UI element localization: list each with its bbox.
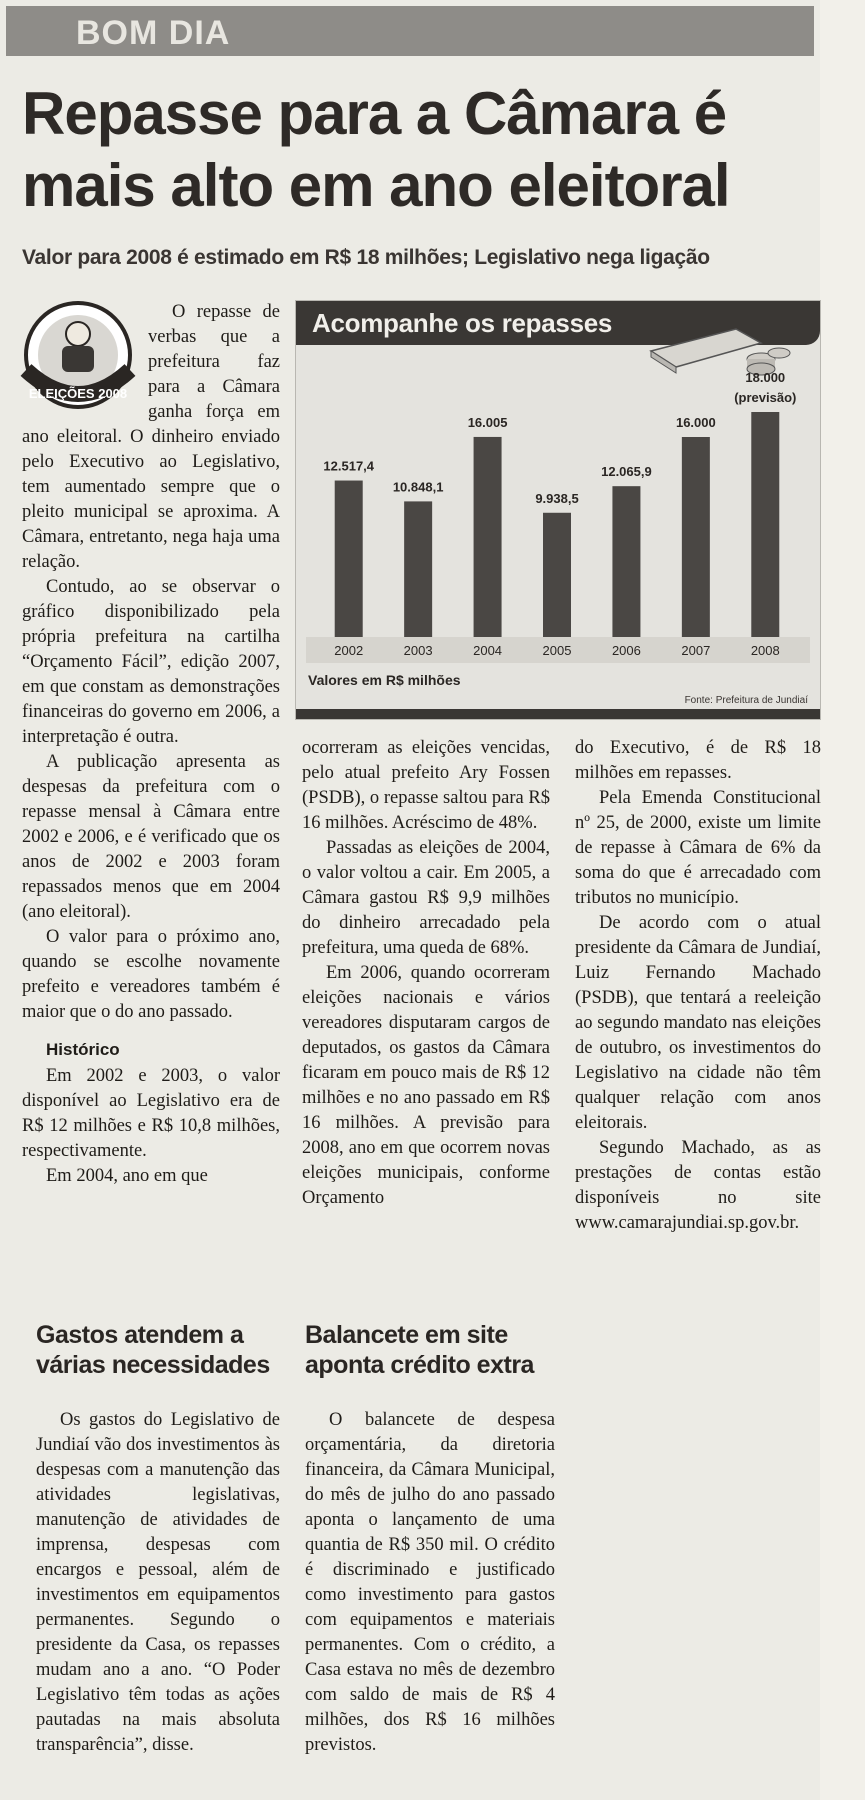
chart-footer [296,709,820,719]
chart-bar [751,412,779,637]
subhead: Valor para 2008 é estimado em R$ 18 milhões; Legislativo nega ligação [22,246,710,269]
x-tick-label: 2003 [403,643,433,658]
data-label: 16.005 [467,414,508,430]
data-label: 16.000 [675,415,716,430]
data-label: 9.938,5 [535,490,579,506]
chart-bar [612,486,640,637]
x-tick-label: 2008 [750,643,780,658]
chart-bar [543,513,571,637]
subheading-historico: Histórico [46,1040,120,1059]
chart-bar [474,437,502,637]
chart-bar [682,437,710,637]
box-title-gastos: Gastos atendem a várias necessidades [36,1321,270,1379]
paragraph: Em 2004, ano em que [46,1166,208,1186]
paragraph: Em 2002 e 2003, o valor disponível ao Legislativo era de R$ 12 milhões e R$ 10,8 milhões, respectivamente. [22,1066,280,1161]
chart-plot [296,301,820,719]
x-tick-label: 2006 [611,643,641,658]
x-tick-label: 2004 [473,643,503,658]
section-label: BOM DIA [76,14,231,52]
data-label: 10.848,1 [392,479,444,495]
paragraph: Em 2006, quando ocorreram eleições nacionais e vários vereadores disputaram cargos de deputados, os gastos da Câmara ficaram em pouco mais de R$ 12 milhões e no ano passado em R$ 16 milhões. A previsão para 2008, ano em que ocorrem novas eleições municipais, conforme Orçamento [302,963,550,1208]
paragraph: Contudo, ao se observar o gráfico disponibilizado pela própria prefeitura na cartilha “Orçamento Fácil”, edição 2007, em que constam as demonstrações financeiras do governo em 2006, a interpretação é outra. [22,577,280,747]
x-tick-label: 2002 [334,643,364,658]
paragraph: A publicação apresenta as despesas da prefeitura com o repasse mensal à Câmara entre 2002 e 2006, e é verificado que os anos de 2002 e 2003 foram repassados menos que em 2004 (ano eleitoral). [22,752,280,922]
chart-bar [335,481,363,637]
article-column-2 [302,736,550,1211]
y-axis-label: Valores em R$ milhões [308,672,461,688]
paragraph: Segundo Machado, as as prestações de contas estão disponíveis no site www.camarajundiai.sp.gov.br. [575,1138,821,1233]
paragraph: do Executivo, é de R$ 18 milhões em repasses. [575,738,821,783]
paragraph: O valor para o próximo ano, quando se escolhe novamente prefeito e vereadores também é maior que o do ano passado. [22,927,280,1022]
seal-text: ELEIÇÕES 2008 [28,386,128,401]
paragraph: O balancete de despesa orçamentária, da diretoria financeira, da Câmara Municipal, do mês de julho do ano passado aponta o lançamento de uma quantia de R$ 350 mil. O crédito é discriminado e justificado como investimento para gastos com equipamentos e materiais permanentes. Com o crédito, a Casa estava no mês de dezembro com saldo de mais de R$ 4 milhões, dos R$ 16 milhões previstos. [305,1410,555,1755]
section-bar [6,6,814,56]
paragraph: Passadas as eleições de 2004, o valor voltou a cair. Em 2005, a Câmara gastou R$ 9,9 milhões do dinheiro arrecadado pela prefeitura, uma queda de 68%. [302,838,550,958]
chart-source: Fonte: Prefeitura de Jundiaí [684,695,808,706]
data-label: 18.000 [745,370,786,385]
chart-title: Acompanhe os repasses [312,308,613,338]
data-label-note: (previsão) [734,390,797,405]
elections-seal-logo [18,300,142,410]
box-text-balancete [305,1408,555,1758]
data-label: 12.517,4 [323,458,375,474]
box-text-gastos [36,1408,280,1758]
paragraph: Pela Emenda Constitucional nº 25, de 2000, existe um limite de repasse à Câmara de 6% da soma do que é arrecadado com tributos no município. [575,788,821,908]
repasses-chart [295,300,821,720]
chart-bar [404,501,432,637]
box-title-balancete: Balancete em site aponta crédito extra [305,1321,534,1379]
paragraph: De acordo com o atual presidente da Câmara de Jundiaí, Luiz Fernando Machado (PSDB), que tentará a reeleição ao segundo mandato nas eleições de outubro, os investimentos do Legislativo na cidade não têm qualquer relação com anos eleitorais. [575,913,821,1133]
paragraph: ocorreram as eleições vencidas, pelo atual prefeito Ary Fossen (PSDB), o repasse saltou para R$ 16 milhões. Acréscimo de 48%. [302,738,550,833]
article-column-1 [22,300,280,1189]
paragraph: Os gastos do Legislativo de Jundiaí vão dos investimentos às despesas com a manutenção das atividades legislativas, manutenção de atividades de imprensa, despesas com encargos e pessoal, além de investimentos em equipamentos permanentes. Segundo o presidente da Casa, os repasses mudam ano a ano. “O Poder Legislativo têm todas as ações pautadas na mais absoluta transparência”, disse. [36,1410,280,1755]
x-tick-label: 2005 [542,643,572,658]
x-tick-label: 2007 [681,643,711,658]
paragraph: O repasse de verbas que a prefeitura faz para a Câmara ganha força em ano eleitoral. O dinheiro enviado pelo Executivo ao Legislativo, tem aumentado sempre que o pleito municipal se aproxima. A Câmara, entretanto, nega haja uma relação. [22,302,280,572]
headline: Repasse para a Câmara é mais alto em ano eleitoral [22,80,730,219]
data-label: 12.065,9 [601,464,652,480]
article-column-3 [575,736,821,1236]
